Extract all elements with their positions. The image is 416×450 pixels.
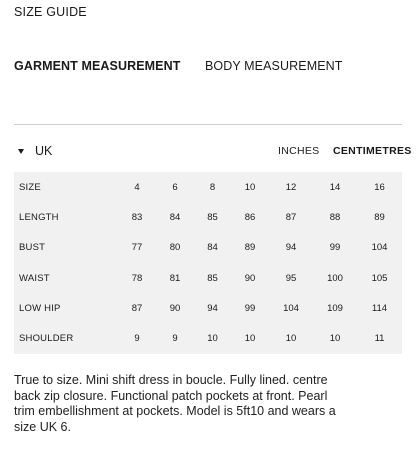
- region-selector[interactable]: [18, 143, 52, 159]
- size-guide-title: SIZE GUIDE: [14, 5, 87, 19]
- row-label: WAIST: [19, 272, 50, 284]
- table-cell: 83: [131, 211, 143, 223]
- row-label: BUST: [19, 242, 46, 254]
- size-table: [14, 172, 402, 354]
- table-cell: 87: [285, 211, 297, 223]
- table-cell: 87: [131, 302, 143, 314]
- table-row: [14, 324, 402, 354]
- table-cell: 9: [172, 333, 178, 345]
- product-description: True to size. Mini shift dress in boucle. Fully lined. centre back zip closure. Functional patch pockets at front. Pearl trim embellishment at pockets. Model is 5ft10 and wears a size UK 6.: [14, 373, 336, 434]
- caret-down-icon: [18, 149, 24, 154]
- table-cell: 16: [374, 181, 385, 193]
- row-label: SIZE: [19, 181, 41, 193]
- table-cell: 114: [371, 302, 388, 314]
- unit-toggle-centimetres[interactable]: CENTIMETRES: [333, 145, 412, 157]
- table-cell: 12: [285, 181, 297, 193]
- row-label: SHOULDER: [19, 333, 74, 345]
- measurement-tabs: [14, 59, 404, 75]
- table-cell: 109: [327, 302, 343, 314]
- table-cell: 99: [329, 242, 341, 254]
- table-cell: 78: [131, 272, 143, 284]
- table-cell: 90: [169, 302, 181, 314]
- table-cell: 10: [329, 333, 341, 345]
- table-cell: 84: [169, 211, 181, 223]
- unit-toggle-inches[interactable]: INCHES: [278, 145, 320, 157]
- table-cell: 104: [283, 302, 299, 314]
- table-cell: 10: [285, 333, 297, 345]
- row-label: LOW HIP: [19, 302, 61, 314]
- table-cell: 11: [374, 333, 385, 345]
- table-cell: 94: [285, 242, 297, 254]
- table-cell: 86: [244, 211, 256, 223]
- table-cell: 90: [244, 272, 256, 284]
- table-cell: 8: [209, 181, 216, 193]
- table-row: [14, 202, 402, 232]
- section-divider: [14, 124, 402, 125]
- table-cell: 77: [131, 242, 143, 254]
- table-cell: 4: [134, 181, 140, 193]
- table-cell: 89: [374, 211, 385, 223]
- table-row: [14, 172, 402, 202]
- table-cell: 10: [207, 333, 218, 345]
- table-row: [14, 263, 402, 293]
- table-cell: 94: [207, 302, 218, 314]
- table-cell: 9: [134, 333, 140, 345]
- table-cell: 6: [172, 181, 178, 193]
- table-cell: 84: [207, 242, 218, 254]
- tab-garment-measurement[interactable]: GARMENT MEASUREMENT: [14, 59, 181, 73]
- table-cell: 105: [371, 272, 388, 284]
- table-cell: 95: [285, 272, 297, 284]
- table-cell: 10: [244, 181, 256, 193]
- table-row: [14, 293, 402, 323]
- row-label: LENGTH: [19, 211, 59, 223]
- table-cell: 104: [371, 242, 388, 254]
- table-cell: 80: [169, 242, 181, 254]
- table-cell: 10: [244, 333, 256, 345]
- tab-body-measurement[interactable]: BODY MEASUREMENT: [205, 59, 343, 73]
- size-chart-table: [14, 172, 402, 354]
- table-cell: 99: [244, 302, 256, 314]
- table-cell: 85: [207, 272, 218, 284]
- region-selected-value: UK: [35, 144, 53, 158]
- table-cell: 89: [244, 242, 256, 254]
- table-cell: 100: [327, 272, 343, 284]
- table-cell: 85: [207, 211, 218, 223]
- table-cell: 81: [169, 272, 181, 284]
- table-row: [14, 233, 402, 263]
- table-cell: 14: [329, 181, 341, 193]
- table-cell: 88: [329, 211, 341, 223]
